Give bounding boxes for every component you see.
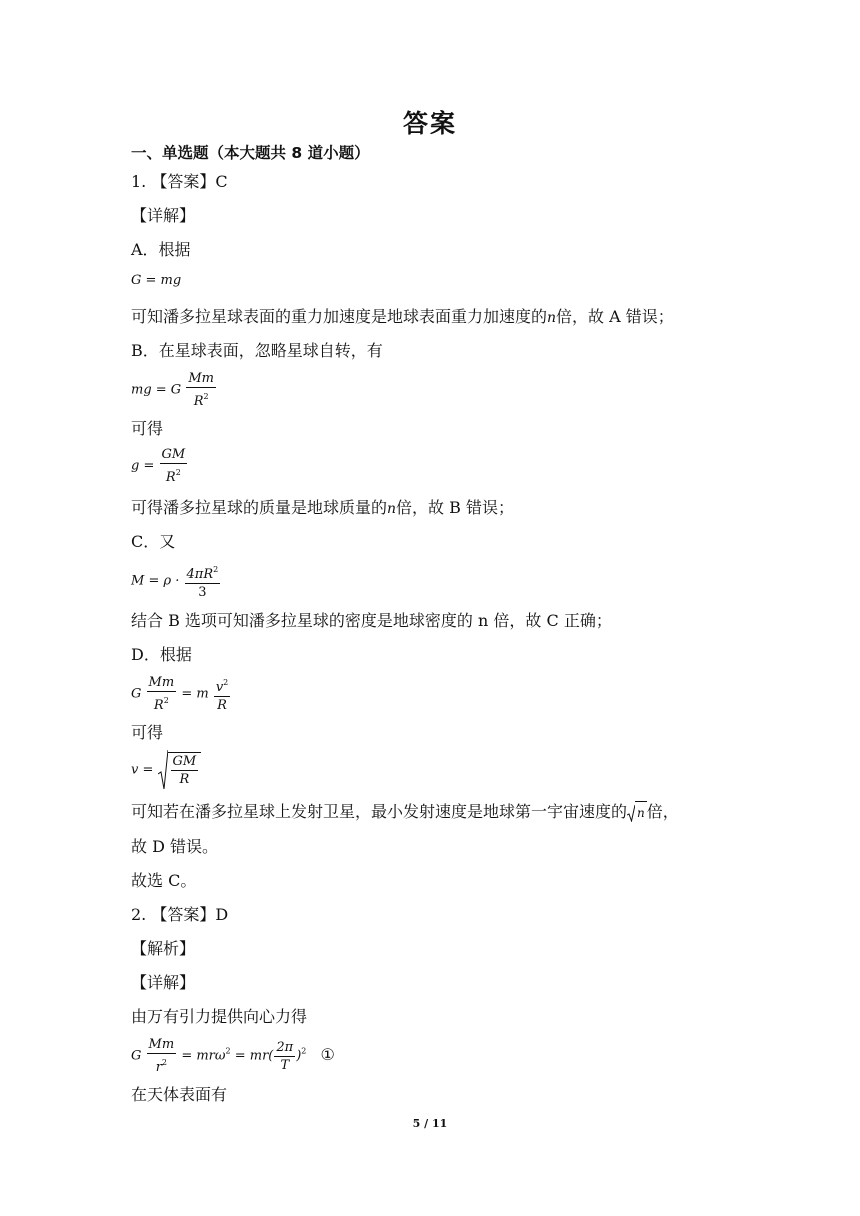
q1-d-mid: 可得 [131, 723, 164, 742]
section-heading: 一、单选题（本大题共 8 道小题） [131, 144, 370, 162]
q1-d-conclusion: 可知若在潘多拉星球上发射卫星，最小发射速度是地球第一宇宙速度的 n 倍， [131, 801, 679, 824]
q2-detail-tag: 【详解】 [131, 973, 196, 992]
q2-answer: 2. 【答案】D [131, 905, 229, 924]
equation-q2: G $\frac{Mm}{r^2}$ = mrω$^2$ = mr( $\frac{2\pi}{T}$ )$^2$ ① [131, 1037, 335, 1075]
q1-detail-tag: 【详解】 [131, 206, 196, 225]
q1-b-intro: B．在星球表面，忽略星球自转，有 [131, 341, 383, 360]
equation-c: M = ρ · $\frac{4\pi R^2}{3}$ [131, 561, 221, 601]
equation-a: G = mg [131, 273, 182, 288]
page-title: 答案 [402, 109, 457, 138]
fraction: $\frac{v^2}{R}$ [214, 674, 230, 714]
page-number: 5 / 11 [412, 1117, 448, 1130]
fraction: $\frac{Mm}{R^2}$ [148, 675, 175, 713]
fraction: $\frac{2\pi}{T}$ [276, 1039, 294, 1073]
q1-c-conclusion: 结合 B 选项可知潘多拉星球的密度是地球密度的 n 倍，故 C 正确； [131, 611, 612, 630]
q1-d-intro: D．根据 [131, 645, 192, 664]
q1-answer: 1. 【答案】C [131, 172, 228, 191]
fraction: $\frac{4\pi R^2}{3}$ [185, 561, 221, 601]
equation-label: ① [320, 1044, 335, 1064]
variable-n: n [387, 501, 397, 517]
equation-b2: g = $\frac{GM}{R^2}$ [131, 447, 186, 485]
q1-c-intro: C．又 [131, 532, 176, 551]
equation-d2: v = $\frac{GM}{R}$ [131, 750, 201, 790]
q2-intro: 由万有引力提供向心力得 [131, 1007, 308, 1026]
fraction: $\frac{Mm}{r^2}$ [148, 1037, 175, 1075]
variable-n: n [547, 310, 557, 326]
fraction: $\frac{Mm}{R^2}$ [188, 371, 214, 409]
q2-analysis-tag: 【解析】 [131, 939, 196, 958]
q1-a-conclusion: 可知潘多拉星球表面的重力加速度是地球表面重力加速度的n倍，故 A 错误； [131, 307, 674, 326]
radical-sign [158, 750, 168, 790]
q1-a-intro: A．根据 [131, 240, 191, 259]
sqrt [158, 750, 202, 790]
q1-b-conclusion: 可得潘多拉星球的质量是地球质量的n倍，故 B 错误； [131, 498, 514, 517]
sqrt-n: n [627, 801, 647, 824]
q1-b-mid: 可得 [131, 419, 164, 438]
equation-d: G $\frac{Mm}{R^2}$ = m $\frac{v^2}{R}$ [131, 675, 229, 713]
equation-b: mg = G $\frac{Mm}{R^2}$ [131, 371, 214, 409]
q2-surface: 在天体表面有 [131, 1085, 228, 1104]
q1-choose: 故选 C。 [131, 871, 197, 890]
q1-d-conclusion-2: 故 D 错误。 [131, 837, 219, 856]
fraction: $\frac{GM}{R^2}$ [161, 447, 186, 485]
fraction: $\frac{GM}{R}$ [172, 753, 197, 787]
